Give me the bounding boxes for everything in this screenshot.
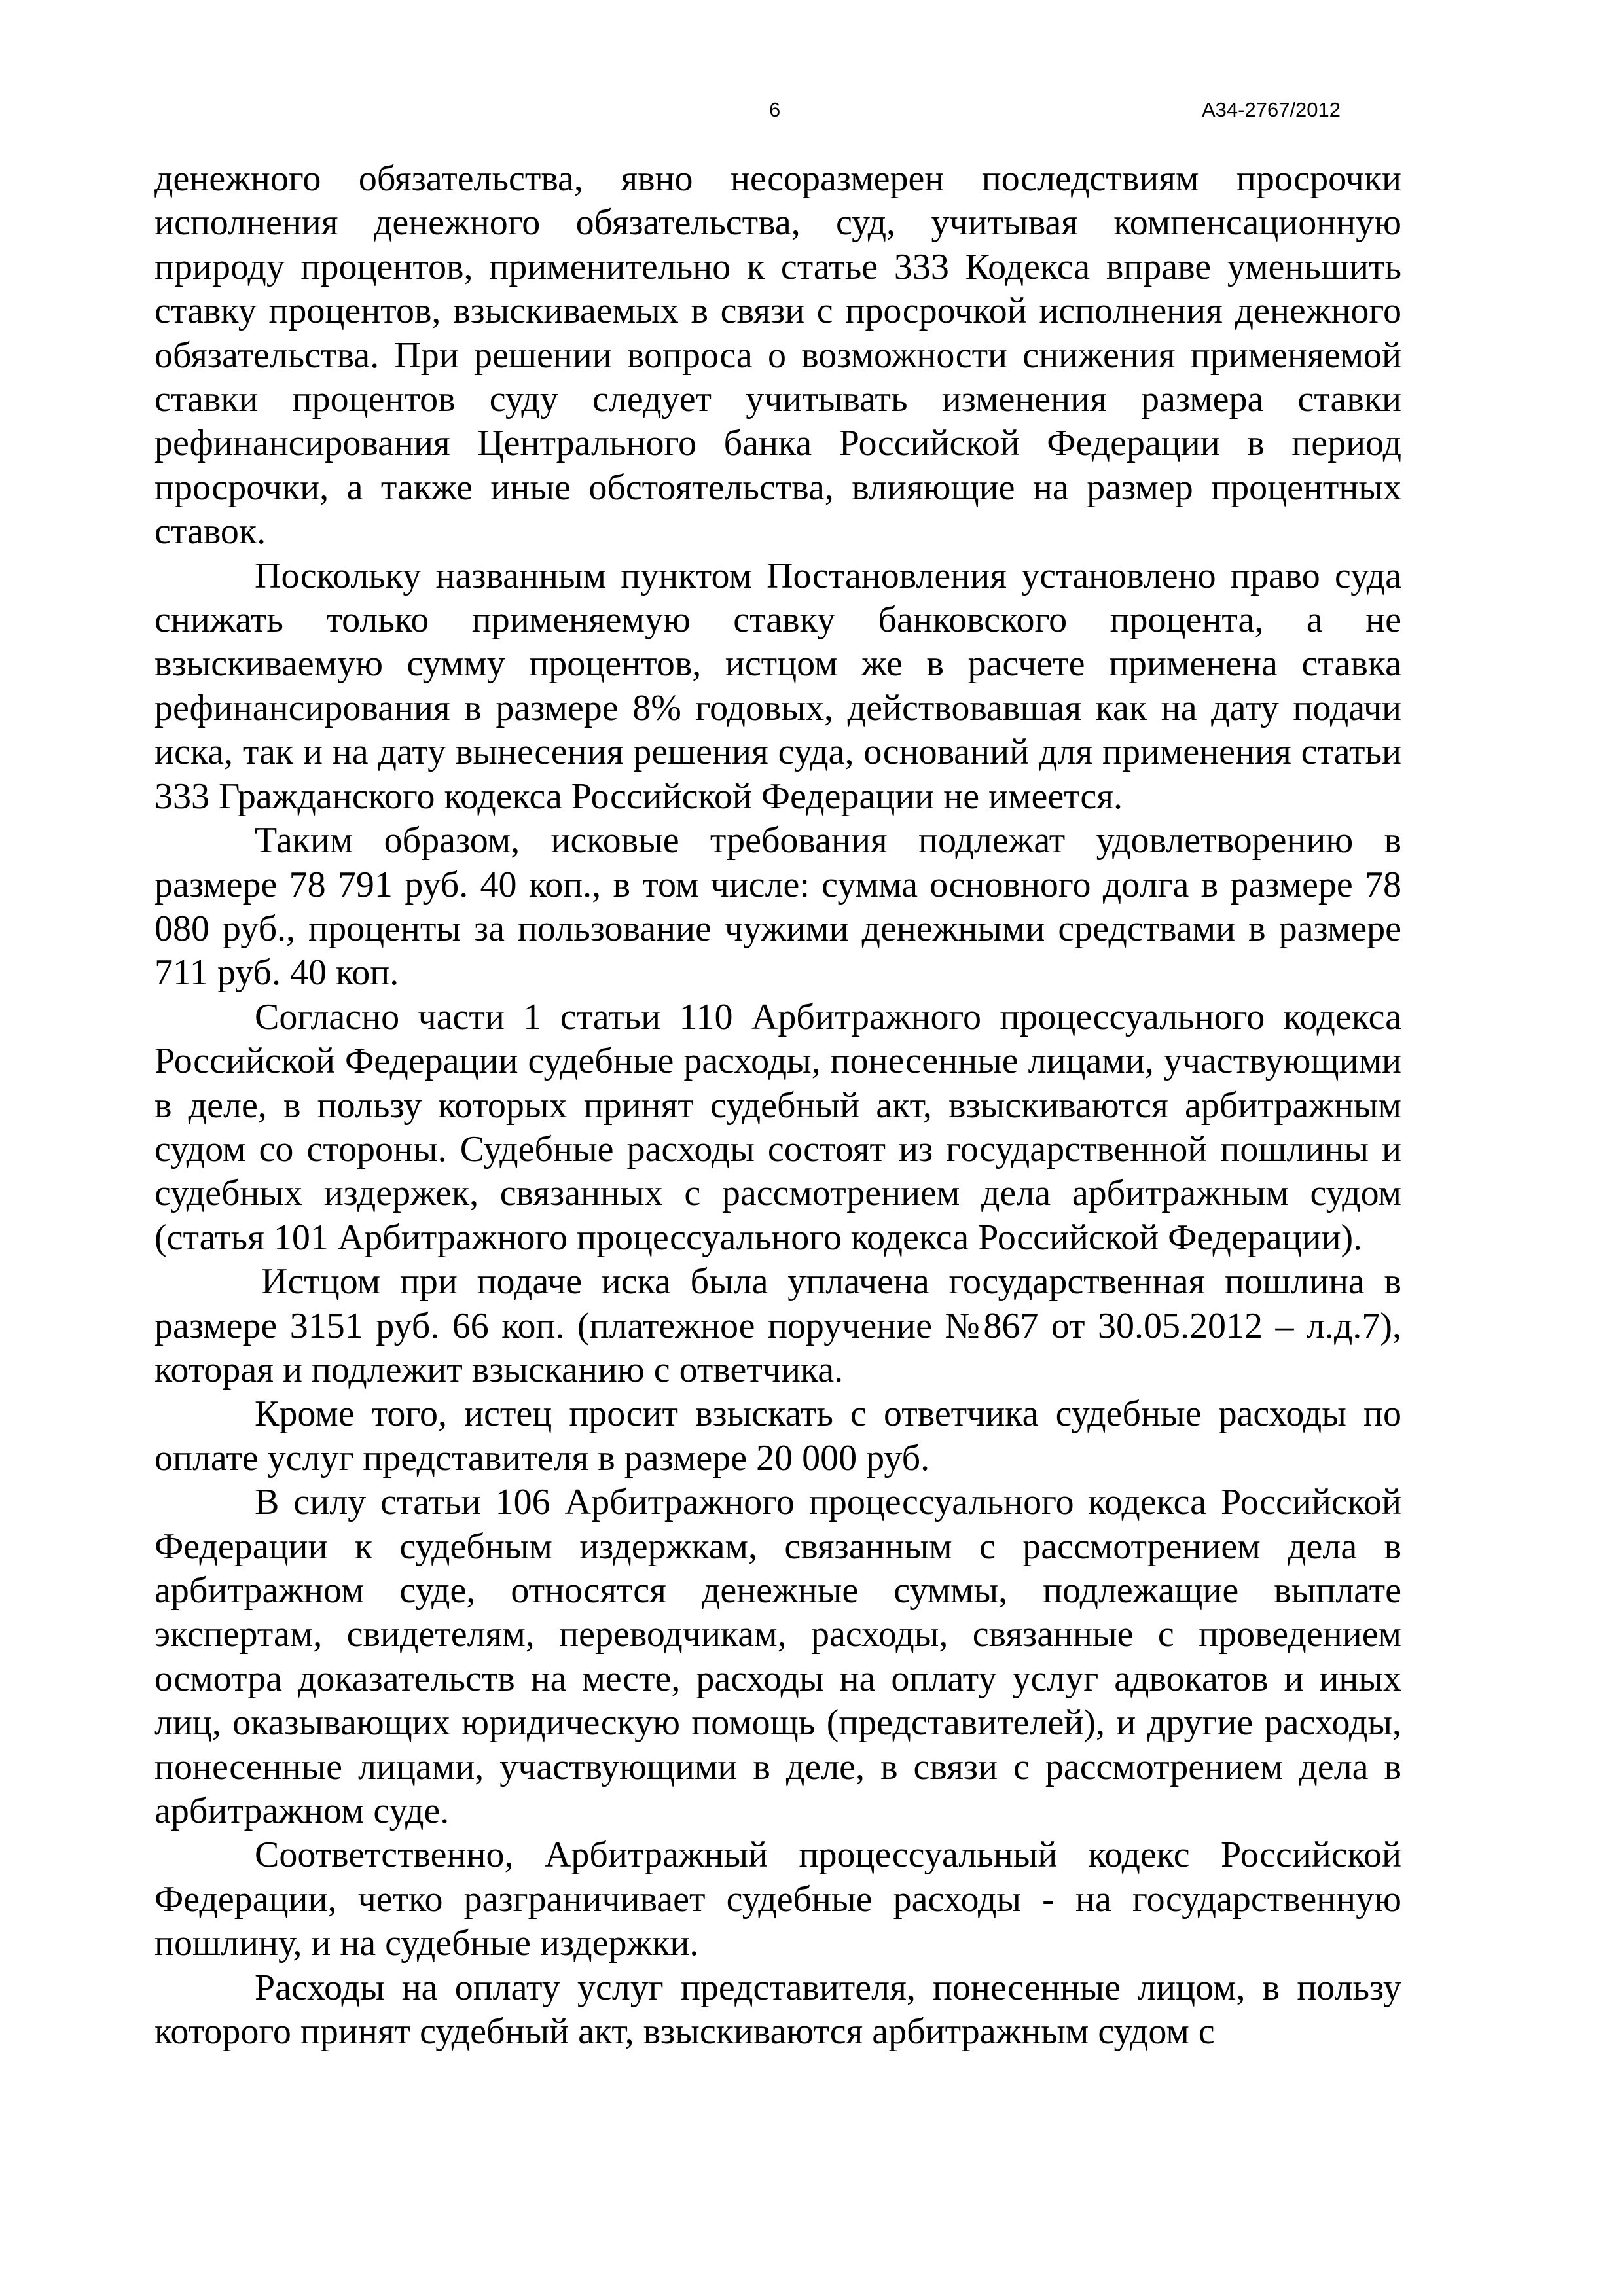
document-body [154,157,1401,2054]
paragraph-accordingly: Соответственно, Арбитражный процессуальный кодекс Российской Федерации, четко разграничивает судебные расходы - на государственную пошлину, и на судебные издержки. [154,1835,1401,1964]
page-header [0,98,1624,137]
page-number: 6 [769,98,781,121]
paragraph-claim-amount: Таким образом, исковые требования подлежат удовлетворению в размере 78 791 руб. 40 коп., в том числе: сумма основного долга в размере 78 080 руб., проценты за пользование чужими денежными средствами в размере 711 руб. 40 коп. [154,820,1401,994]
paragraph-expenses-recovery: Расходы на оплату услуг представителя, понесенные лицом, в пользу которого принят судебный акт, взыскиваются арбитражным судом с [154,1967,1401,2053]
paragraph-article-106: В силу статьи 106 Арбитражного процессуального кодекса Российской Федерации к судебным издержкам, связанным с рассмотрением дела в арбитражном суде, относятся денежные суммы, подлежащие выплате экспертам, свидетелям, переводчикам, расходы, связанные с проведением осмотра доказательств на месте, расходы на оплату услуг адвокатов и иных лиц, оказывающих юридическую помощь (представителей), и другие расходы, понесенные лицами, участвующими в деле, в связи с рассмотрением дела в арбитражном суде. [154,1482,1401,1832]
paragraph-state-duty: Истцом при подаче иска была уплачена государственная пошлина в размере 3151 руб. 66 коп. (платежное поручение №867 от 30.05.2012 – л.д.7), которая и подлежит взысканию с ответчика. [154,1261,1401,1390]
paragraph-continuation: денежного обязательства, явно несоразмерен последствиям просрочки исполнения денежного обязательства, суд, учитывая компенсационную природу процентов, применительно к статье 333 Кодекса вправе уменьшить ставку процентов, взыскиваемых в связи с просрочкой исполнения денежного обязательства. При решении вопроса о возможности снижения применяемой ставки процентов суду следует учитывать изменения размера ставки рефинансирования Центрального банка Российской Федерации в период просрочки, а также иные обстоятельства, влияющие на размер процентных ставок. [154,158,1401,552]
case-number: А34-2767/2012 [1202,98,1341,121]
paragraph-article-333: Поскольку названным пунктом Постановления установлено право суда снижать только применяемую ставку банковского процента, а не взыскиваемую сумму процентов, истцом же в расчете применена ставка рефинансирования в размере 8% годовых, действовавшая как на дату подачи иска, так и на дату вынесения решения суда, оснований для применения статьи 333 Гражданского кодекса Российской Федерации не имеется. [154,555,1401,817]
paragraph-article-110: Согласно части 1 статьи 110 Арбитражного процессуального кодекса Российской Федерации судебные расходы, понесенные лицами, участвующими в деле, в пользу которых принят судебный акт, взыскиваются арбитражным судом со стороны. Судебные расходы состоят из государственной пошлины и судебных издержек, связанных с рассмотрением дела арбитражным судом (статья 101 Арбитражного процессуального кодекса Российской Федерации). [154,996,1401,1258]
paragraph-representative-costs: Кроме того, истец просит взыскать с ответчика судебные расходы по оплате услуг представителя в размере 20 000 руб. [154,1393,1401,1479]
